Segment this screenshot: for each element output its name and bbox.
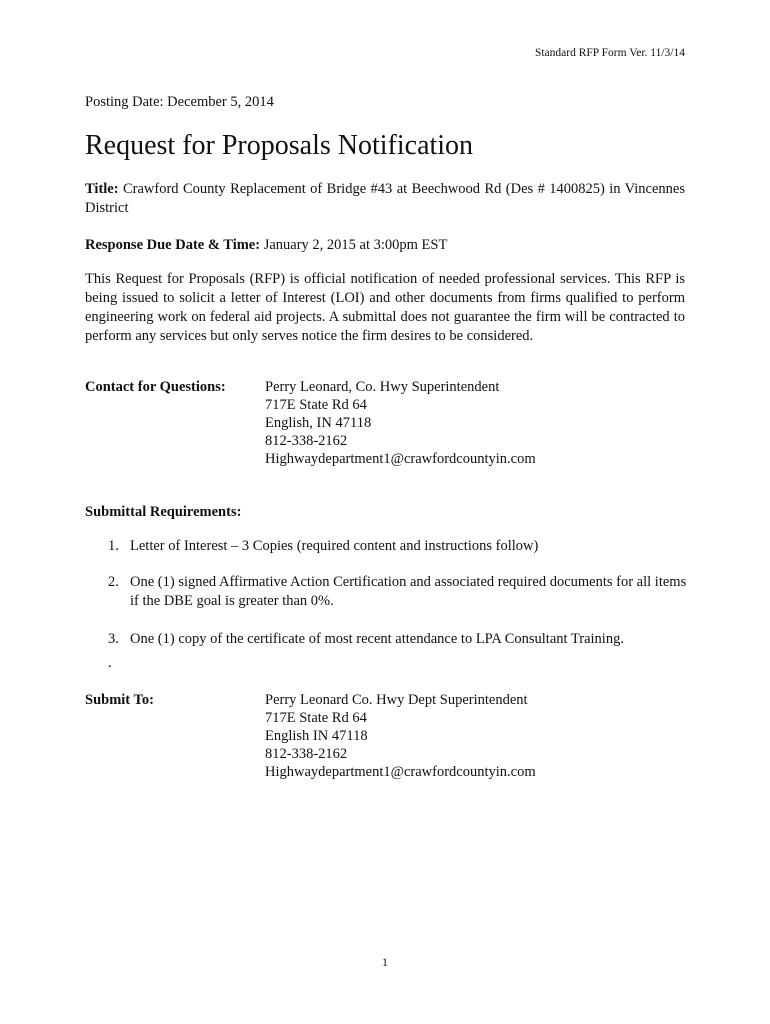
intro-paragraph: This Request for Proposals (RFP) is official notification of needed professional services. This RFP is being issued to solicit a letter of Interest (LOI) and other documents from firms qualified to perform engineering work on federal aid projects. A submittal does not guarantee the firm will be contracted to perform any services but only serves notice the firm desires to be considered. — [85, 271, 685, 344]
list-item-number: 2. — [108, 574, 119, 590]
submit-to-street: 717E State Rd 64 — [265, 710, 367, 726]
response-due-date-line — [85, 236, 685, 255]
submittal-heading: Submittal Requirements: — [85, 504, 242, 520]
contact-details — [265, 378, 536, 468]
list-item-text: Letter of Interest – 3 Copies (required content and instructions follow) — [130, 538, 539, 554]
submit-to-city: English IN 47118 — [265, 728, 368, 744]
submit-to-email[interactable]: Highwaydepartment1@crawfordcountyin.com — [265, 764, 536, 780]
stray-period-mark: . — [108, 655, 112, 671]
submit-to-label: Submit To: — [85, 692, 154, 708]
contact-email[interactable]: Highwaydepartment1@crawfordcountyin.com — [265, 451, 536, 467]
due-date-value: January 2, 2015 at 3:00pm EST — [263, 237, 448, 253]
list-item-number: 3. — [108, 631, 119, 647]
posting-date: Posting Date: December 5, 2014 — [85, 94, 274, 110]
list-item-number: 1. — [108, 538, 119, 554]
list-item-text: One (1) copy of the certificate of most recent attendance to LPA Consultant Training. — [130, 631, 624, 647]
contact-street: 717E State Rd 64 — [265, 397, 367, 413]
submit-to-phone: 812-338-2162 — [265, 746, 348, 762]
rfp-title-value: Crawford County Replacement of Bridge #43 at Beechwood Rd (Des # 1400825) in Vincennes District — [85, 181, 685, 216]
due-date-label: Response Due Date & Time: — [85, 237, 261, 253]
submit-to-name: Perry Leonard Co. Hwy Dept Superintendent — [265, 692, 528, 708]
contact-city: English, IN 47118 — [265, 415, 372, 431]
rfp-title-line — [85, 180, 685, 218]
form-version-note: Standard RFP Form Ver. 11/3/14 — [534, 47, 685, 59]
contact-name: Perry Leonard, Co. Hwy Superintendent — [265, 379, 500, 395]
contact-label: Contact for Questions: — [85, 379, 226, 395]
submit-to-details — [265, 691, 536, 781]
page-number: 1 — [382, 955, 388, 969]
rfp-title-label: Title: — [85, 181, 119, 197]
page-title: Request for Proposals Notification — [85, 130, 474, 161]
list-item-text: One (1) signed Affirmative Action Certification and associated required documents for all items if the DBE goal is greater than 0%. — [130, 574, 687, 609]
contact-phone: 812-338-2162 — [265, 433, 348, 449]
